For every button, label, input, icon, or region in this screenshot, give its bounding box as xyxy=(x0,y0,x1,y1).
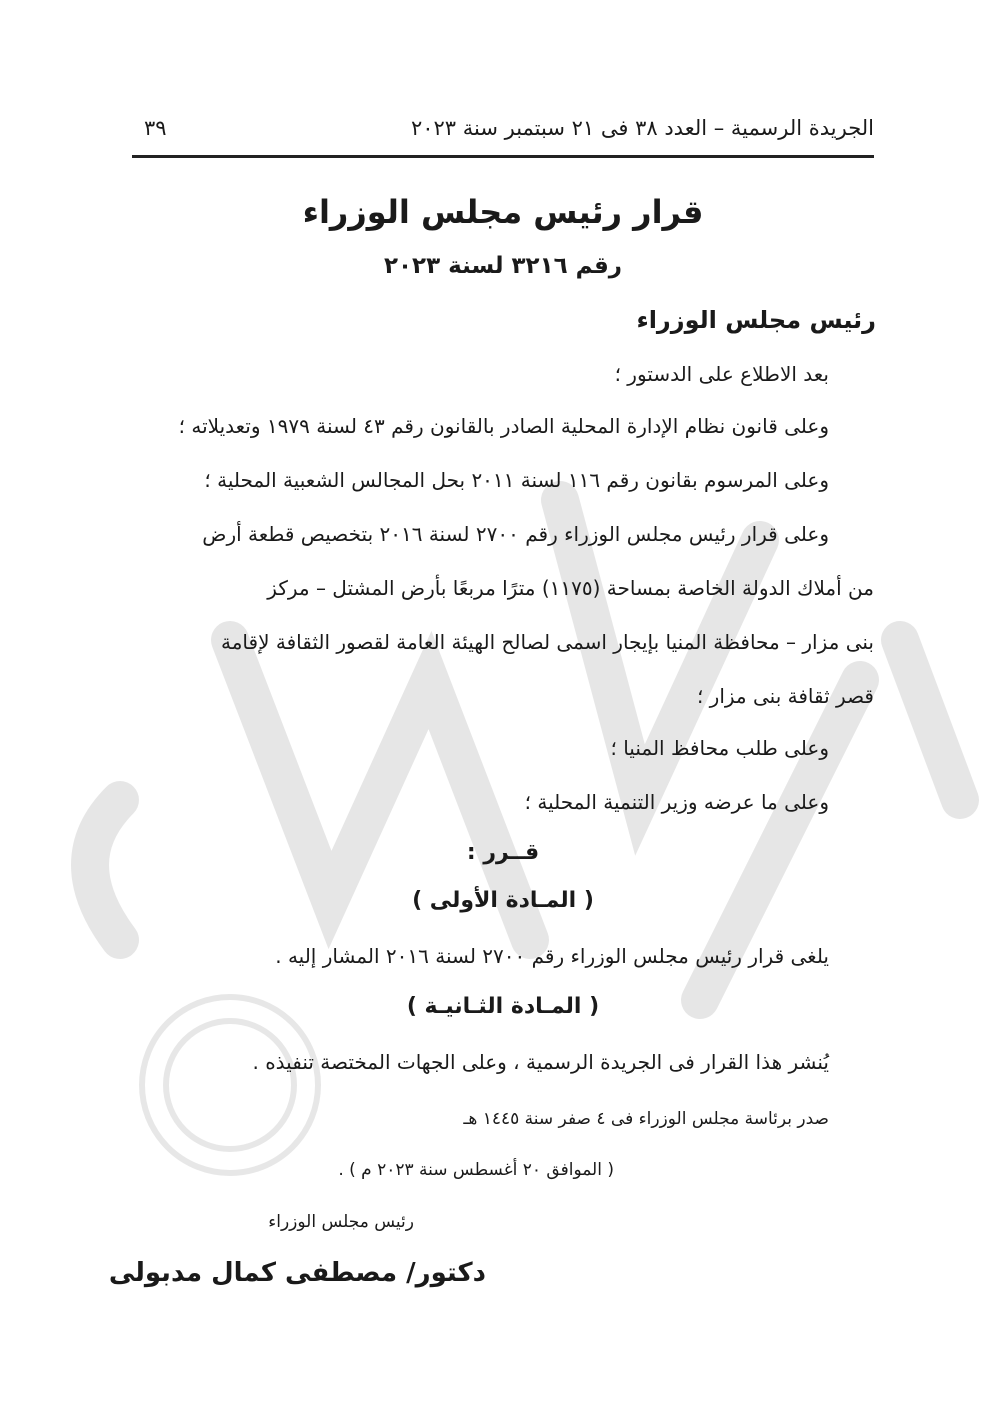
preamble-line: قصر ثقافة بنى مزار ؛ xyxy=(696,684,874,708)
header-divider xyxy=(132,155,874,158)
issuer-heading: رئيس مجلس الوزراء xyxy=(636,306,876,334)
article-2-text: يُنشر هذا القرار فى الجريدة الرسمية ، وعلى الجهات المختصة تنفيذه . xyxy=(252,1050,829,1074)
preamble-line: وعلى المرسوم بقانون رقم ١١٦ لسنة ٢٠١١ بحل المجالس الشعبية المحلية ؛ xyxy=(204,468,829,492)
preamble-line: من أملاك الدولة الخاصة بمساحة (١١٧٥) مترًا مربعًا بأرض المشتل – مركز xyxy=(267,576,874,600)
article-2-heading: ( المـادة الثـانيـة ) xyxy=(406,994,600,1019)
article-1-heading: ( المـادة الأولى ) xyxy=(412,888,594,913)
decree-title: قرار رئيس مجلس الوزراء xyxy=(302,193,704,231)
preamble-line: وعلى طلب محافظ المنيا ؛ xyxy=(610,736,829,760)
page-number: ٣٩ xyxy=(144,116,167,140)
decided-label: قــرر : xyxy=(466,840,540,865)
issued-date: صدر برئاسة مجلس الوزراء فى ٤ صفر سنة ١٤٤٥ هـ xyxy=(463,1109,829,1129)
preamble-line: وعلى ما عرضه وزير التنمية المحلية ؛ xyxy=(524,790,829,814)
decree-number: رقم ٣٢١٦ لسنة ٢٠٢٣ xyxy=(383,253,623,279)
watermark-seal-icon xyxy=(0,380,1004,1280)
article-1-text: يلغى قرار رئيس مجلس الوزراء رقم ٢٧٠٠ لسنة ٢٠١٦ المشار إليه . xyxy=(275,944,829,968)
preamble-line: بعد الاطلاع على الدستور ؛ xyxy=(614,362,829,386)
preamble-line: وعلى قانون نظام الإدارة المحلية الصادر بالقانون رقم ٤٣ لسنة ١٩٧٩ وتعديلاته ؛ xyxy=(178,414,829,438)
gazette-issue-title: الجريدة الرسمية – العدد ٣٨ فى ٢١ سبتمبر سنة ٢٠٢٣ xyxy=(410,116,874,140)
signature-name: دكتور/ مصطفى كمال مدبولى xyxy=(108,1258,486,1288)
signature-role: رئيس مجلس الوزراء xyxy=(268,1212,414,1232)
gazette-header xyxy=(132,112,874,152)
preamble-line: وعلى قرار رئيس مجلس الوزراء رقم ٢٧٠٠ لسنة ٢٠١٦ بتخصيص قطعة أرض xyxy=(202,522,829,546)
corresponding-date: ( الموافق ٢٠ أغسطس سنة ٢٠٢٣ م ) . xyxy=(338,1160,614,1180)
preamble-line: بنى مزار – محافظة المنيا بإيجار اسمى لصالح الهيئة العامة لقصور الثقافة لإقامة xyxy=(221,630,874,654)
